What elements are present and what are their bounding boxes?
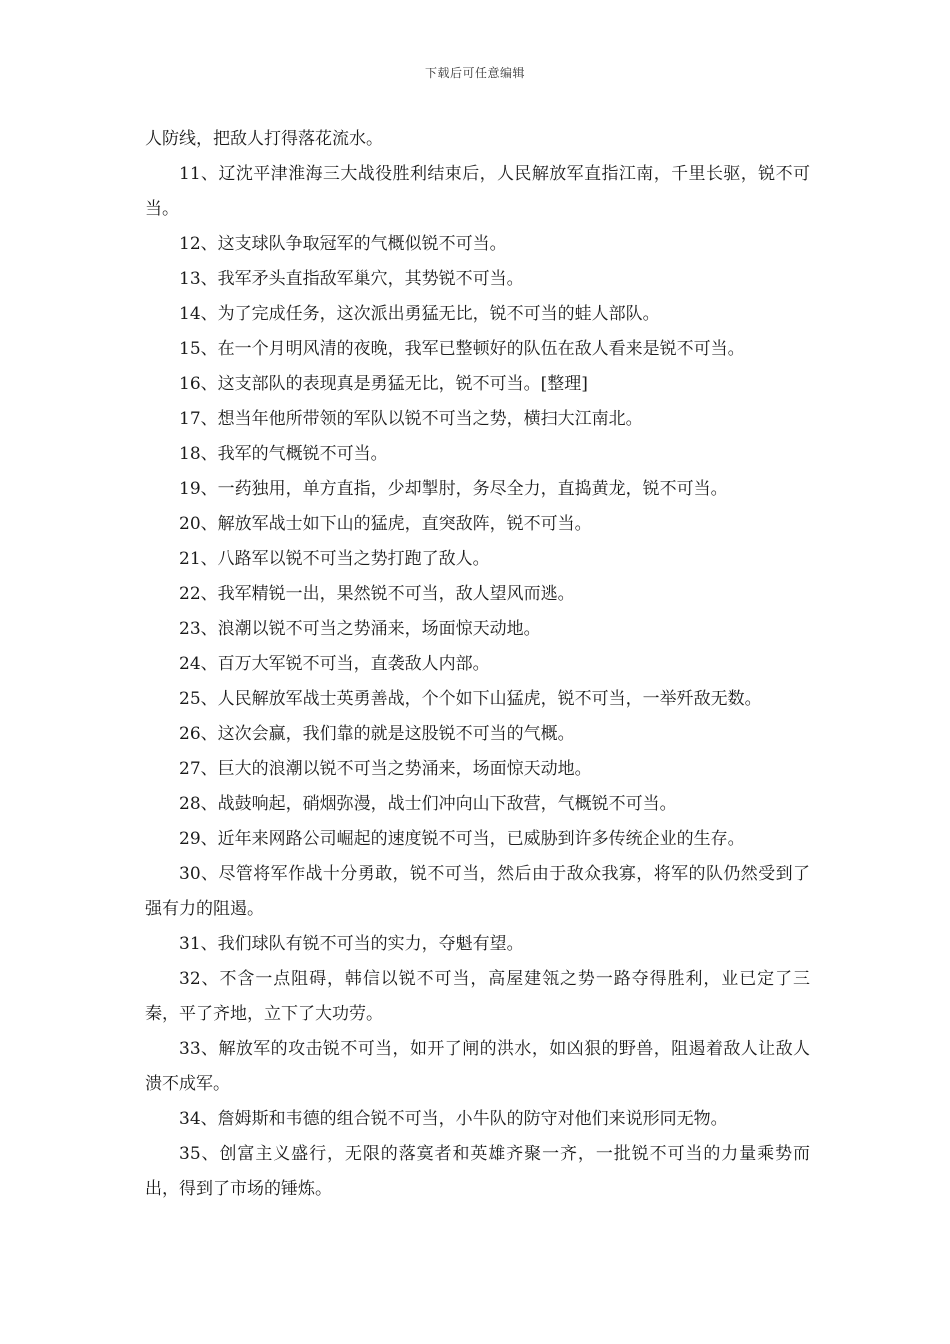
document-body [145,122,810,1207]
paragraph: 24、百万大军锐不可当，直袭敌人内部。 [179,654,490,674]
paragraph: 27、巨大的浪潮以锐不可当之势涌来，场面惊天动地。 [179,759,592,779]
paragraph: 29、近年来网路公司崛起的速度锐不可当，已威胁到许多传统企业的生存。 [179,829,745,849]
paragraph: 32、不含一点阻碍，韩信以锐不可当，高屋建瓴之势一路夺得胜利，业已定了三秦，平了齐地，立下了大功劳。 [145,969,810,1024]
paragraph: 15、在一个月明风清的夜晚，我军已整顿好的队伍在敌人看来是锐不可当。 [179,339,745,359]
paragraph: 35、创富主义盛行，无限的落寞者和英雄齐聚一齐，一批锐不可当的力量乘势而出，得到了市场的锤炼。 [145,1144,810,1199]
paragraph: 人防线，把敌人打得落花流水。 [145,129,383,149]
paragraph: 17、想当年他所带领的军队以锐不可当之势，横扫大江南北。 [179,409,643,429]
paragraph: 26、这次会赢，我们靠的就是这股锐不可当的气概。 [179,724,575,744]
paragraph: 31、我们球队有锐不可当的实力，夺魁有望。 [179,934,524,954]
paragraph: 20、解放军战士如下山的猛虎，直突敌阵，锐不可当。 [179,514,592,534]
page-header: 下载后可任意编辑 [424,66,525,80]
paragraph: 19、一药独用，单方直指，少却掣肘，务尽全力，直捣黄龙，锐不可当。 [179,479,728,499]
paragraph: 13、我军矛头直指敌军巢穴，其势锐不可当。 [179,269,524,289]
paragraph: 18、我军的气概锐不可当。 [179,444,388,464]
paragraph: 11、辽沈平津淮海三大战役胜利结束后，人民解放军直指江南，千里长驱，锐不可当。 [145,164,810,219]
paragraph: 34、詹姆斯和韦德的组合锐不可当，小牛队的防守对他们来说形同无物。 [179,1109,728,1129]
paragraph: 28、战鼓响起，硝烟弥漫，战士们冲向山下敌营，气概锐不可当。 [179,794,677,814]
paragraph: 30、尽管将军作战十分勇敢，锐不可当，然后由于敌众我寡，将军的队仍然受到了强有力的阻遏。 [145,864,810,919]
paragraph: 23、浪潮以锐不可当之势涌来，场面惊天动地。 [179,619,541,639]
paragraph: 25、人民解放军战士英勇善战，个个如下山猛虎，锐不可当，一举歼敌无数。 [179,689,762,709]
paragraph: 12、这支球队争取冠军的气概似锐不可当。 [179,234,507,254]
paragraph: 22、我军精锐一出，果然锐不可当，敌人望风而逃。 [179,584,575,604]
paragraph: 33、解放军的攻击锐不可当，如开了闸的洪水，如凶狠的野兽，阻遏着敌人让敌人溃不成军。 [145,1039,810,1094]
paragraph: 16、这支部队的表现真是勇猛无比，锐不可当。[整理] [179,374,588,394]
paragraph: 21、八路军以锐不可当之势打跑了敌人。 [179,549,490,569]
paragraph: 14、为了完成任务，这次派出勇猛无比，锐不可当的蛙人部队。 [179,304,660,324]
